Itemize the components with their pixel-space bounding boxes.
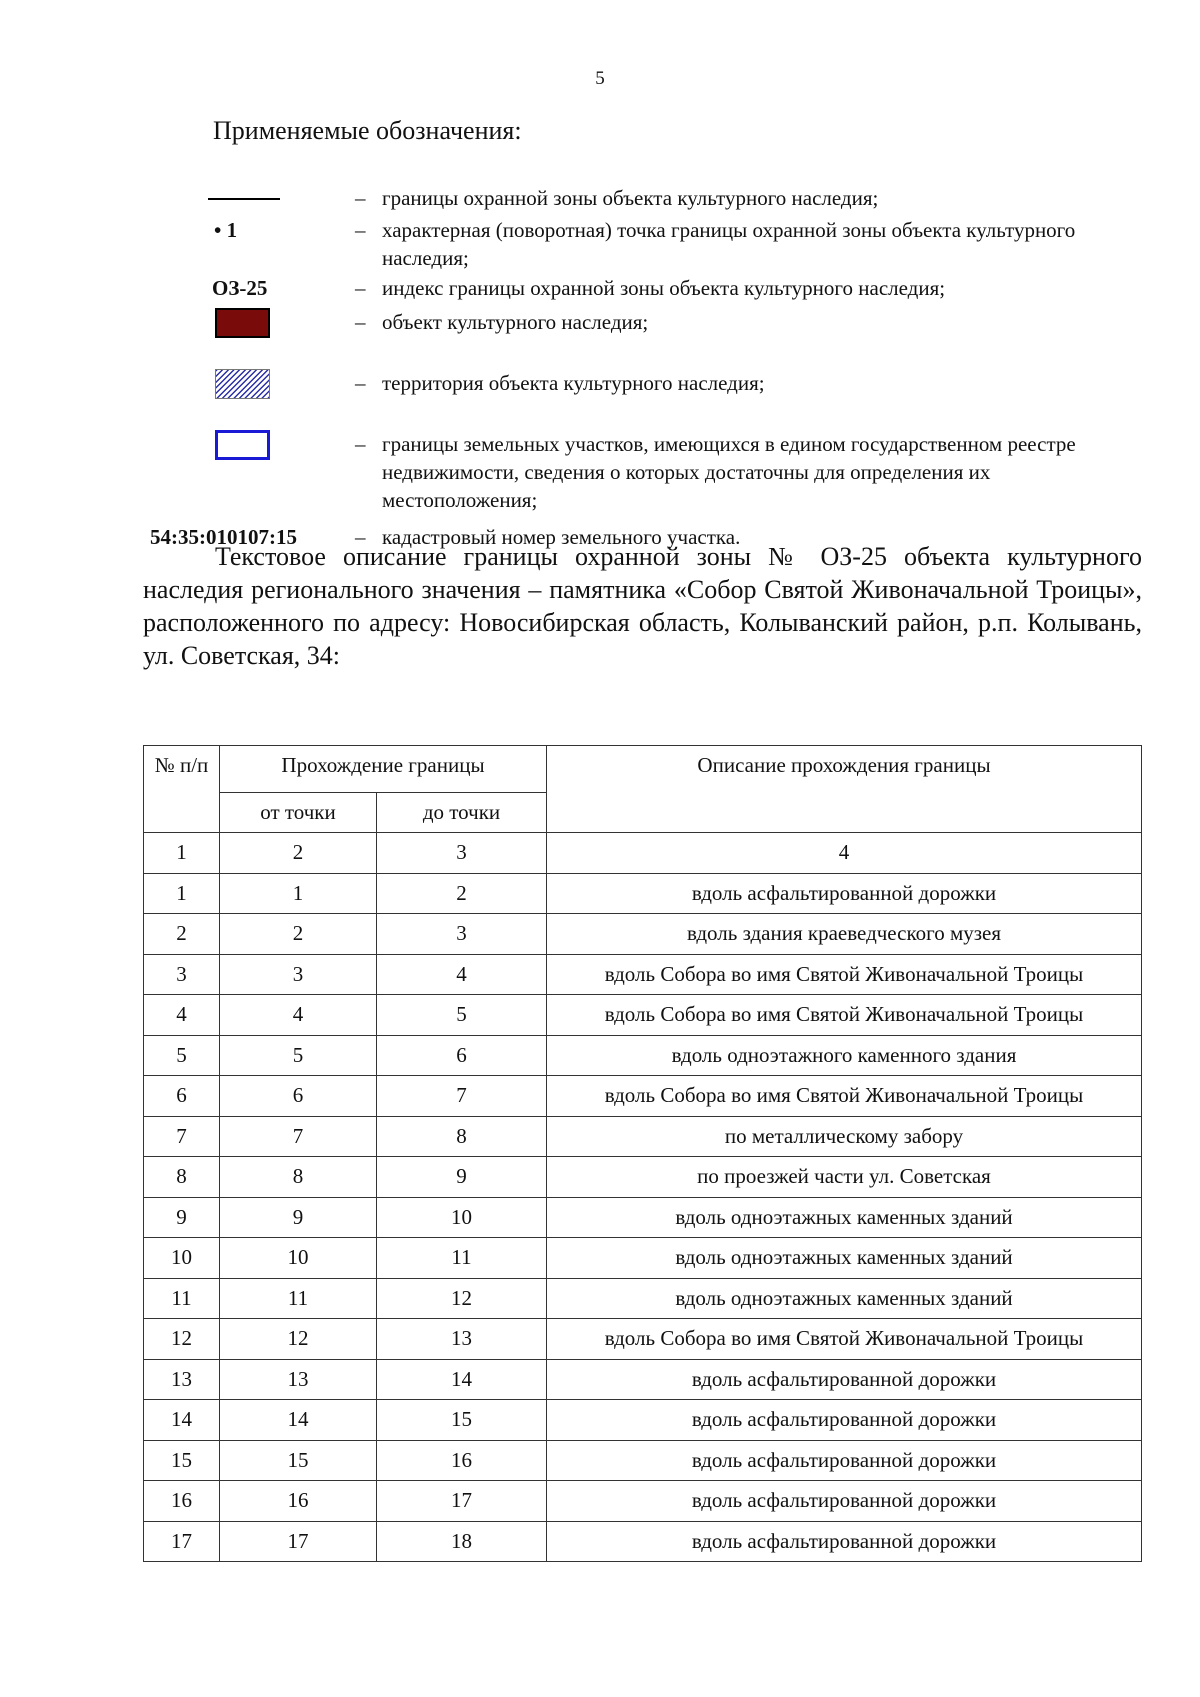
table-row: [144, 1481, 1142, 1522]
legend-text: характерная (поворотная) точка границы охранной зоны объекта культурного наследия;: [382, 218, 1076, 270]
table-body: [144, 833, 1142, 1562]
to-point: 13: [377, 1319, 547, 1360]
from-point: 5: [220, 1035, 377, 1076]
row-number: 5: [144, 1035, 220, 1076]
table-row: [144, 1400, 1142, 1441]
row-number: 4: [144, 995, 220, 1036]
table-row: [144, 1521, 1142, 1562]
column-number: 4: [547, 833, 1142, 874]
legend-dash: –: [355, 218, 366, 242]
table-row: [144, 1197, 1142, 1238]
boundary-description-cell: вдоль Собора во имя Святой Живоначальной Троицы: [547, 1319, 1142, 1360]
boundary-description-cell: вдоль асфальтированной дорожки: [547, 1400, 1142, 1441]
boundary-description-cell: по проезжей части ул. Советская: [547, 1157, 1142, 1198]
row-number: 12: [144, 1319, 220, 1360]
column-number: 2: [220, 833, 377, 874]
table-row: [144, 954, 1142, 995]
from-point: 9: [220, 1197, 377, 1238]
table-row: [144, 873, 1142, 914]
boundary-line-icon: [208, 198, 280, 200]
table-row: [144, 1076, 1142, 1117]
table-row: [144, 1157, 1142, 1198]
table-row: [144, 1035, 1142, 1076]
territory-hatch-icon: [215, 369, 270, 399]
to-point: 11: [377, 1238, 547, 1279]
to-point: 8: [377, 1116, 547, 1157]
legend-text: границы охранной зоны объекта культурного наследия;: [382, 186, 879, 210]
parcel-outline-icon: [215, 430, 270, 460]
column-number: 1: [144, 833, 220, 874]
column-number-row: [144, 833, 1142, 874]
table-row: [144, 1359, 1142, 1400]
column-number: 3: [377, 833, 547, 874]
table-row: [144, 914, 1142, 955]
boundary-description-cell: вдоль одноэтажного каменного здания: [547, 1035, 1142, 1076]
row-number: 13: [144, 1359, 220, 1400]
legend-dash: –: [355, 276, 366, 300]
header-num: № п/п: [144, 746, 220, 833]
table-row: [144, 1238, 1142, 1279]
row-number: 16: [144, 1481, 220, 1522]
boundary-description-cell: вдоль Собора во имя Святой Живоначальной Троицы: [547, 954, 1142, 995]
boundary-description: Текстовое описание границы охранной зоны № ОЗ-25 объекта культурного наследия регионального значения – памятника «Собор Святой Живоначальной Троицы», расположенного по адресу: Новосибирская область, Колыванский район, р.п. Колывань, ул. Советская, 34:: [143, 542, 1142, 670]
legend-dash: –: [355, 371, 366, 395]
boundary-description-cell: вдоль одноэтажных каменных зданий: [547, 1197, 1142, 1238]
from-point: 7: [220, 1116, 377, 1157]
from-point: 3: [220, 954, 377, 995]
to-point: 3: [377, 914, 547, 955]
from-point: 17: [220, 1521, 377, 1562]
row-number: 2: [144, 914, 220, 955]
header-description: Описание прохождения границы: [547, 746, 1142, 833]
legend-dash: –: [355, 525, 366, 549]
cadastral-number-label: 54:35:010107:15: [150, 525, 297, 549]
boundary-description-cell: вдоль одноэтажных каменных зданий: [547, 1238, 1142, 1279]
from-point: 16: [220, 1481, 377, 1522]
row-number: 14: [144, 1400, 220, 1441]
boundary-table: [143, 745, 1142, 1562]
boundary-description-cell: вдоль Собора во имя Святой Живоначальной Троицы: [547, 995, 1142, 1036]
zone-code-label: ОЗ-25: [212, 276, 268, 300]
table-row: [144, 1116, 1142, 1157]
table-row: [144, 1440, 1142, 1481]
legend-heading: Применяемые обозначения:: [213, 116, 522, 145]
row-number: 9: [144, 1197, 220, 1238]
from-point: 8: [220, 1157, 377, 1198]
boundary-description-cell: вдоль асфальтированной дорожки: [547, 873, 1142, 914]
to-point: 7: [377, 1076, 547, 1117]
legend-dash: –: [355, 310, 366, 334]
to-point: 16: [377, 1440, 547, 1481]
to-point: 4: [377, 954, 547, 995]
boundary-description-cell: вдоль Собора во имя Святой Живоначальной Троицы: [547, 1076, 1142, 1117]
table-row: [144, 995, 1142, 1036]
to-point: 12: [377, 1278, 547, 1319]
legend-dash: –: [355, 186, 366, 210]
header-passage: Прохождение границы: [220, 746, 547, 793]
from-point: 4: [220, 995, 377, 1036]
to-point: 17: [377, 1481, 547, 1522]
to-point: 6: [377, 1035, 547, 1076]
to-point: 14: [377, 1359, 547, 1400]
boundary-description-cell: вдоль асфальтированной дорожки: [547, 1521, 1142, 1562]
legend-symbol: [150, 216, 340, 256]
page-number: 5: [595, 68, 605, 89]
from-point: 10: [220, 1238, 377, 1279]
row-number: 17: [144, 1521, 220, 1562]
row-number: 1: [144, 873, 220, 914]
from-point: 6: [220, 1076, 377, 1117]
legend-text: границы земельных участков, имеющихся в едином государственном реестре недвижимости, сведения о которых достаточны для определения их местоположения;: [382, 432, 1076, 512]
to-point: 10: [377, 1197, 547, 1238]
row-number: 10: [144, 1238, 220, 1279]
table-row: [144, 1319, 1142, 1360]
header-from-point: от точки: [220, 792, 377, 833]
from-point: 15: [220, 1440, 377, 1481]
boundary-description-cell: вдоль асфальтированной дорожки: [547, 1481, 1142, 1522]
from-point: 12: [220, 1319, 377, 1360]
turning-point-icon: • 1: [214, 218, 238, 242]
boundary-description-cell: вдоль здания краеведческого музея: [547, 914, 1142, 955]
to-point: 9: [377, 1157, 547, 1198]
row-number: 6: [144, 1076, 220, 1117]
to-point: 18: [377, 1521, 547, 1562]
row-number: 8: [144, 1157, 220, 1198]
from-point: 11: [220, 1278, 377, 1319]
to-point: 5: [377, 995, 547, 1036]
legend-text: кадастровый номер земельного участка.: [382, 525, 741, 549]
boundary-description-cell: вдоль асфальтированной дорожки: [547, 1440, 1142, 1481]
heritage-object-fill-icon: [215, 308, 270, 338]
header-to-point: до точки: [377, 792, 547, 833]
legend-text: объект культурного наследия;: [382, 310, 649, 334]
from-point: 14: [220, 1400, 377, 1441]
from-point: 2: [220, 914, 377, 955]
legend-symbol: [150, 369, 340, 409]
table-row: [144, 1278, 1142, 1319]
from-point: 13: [220, 1359, 377, 1400]
legend-text: территория объекта культурного наследия;: [382, 371, 765, 395]
legend-dash: –: [355, 432, 366, 456]
from-point: 1: [220, 873, 377, 914]
legend-symbol: [150, 430, 340, 470]
legend-symbol: [150, 308, 340, 348]
row-number: 11: [144, 1278, 220, 1319]
legend-text: индекс границы охранной зоны объекта культурного наследия;: [382, 276, 946, 300]
row-number: 3: [144, 954, 220, 995]
to-point: 2: [377, 873, 547, 914]
to-point: 15: [377, 1400, 547, 1441]
row-number: 15: [144, 1440, 220, 1481]
boundary-description-cell: вдоль одноэтажных каменных зданий: [547, 1278, 1142, 1319]
row-number: 7: [144, 1116, 220, 1157]
boundary-description-cell: вдоль асфальтированной дорожки: [547, 1359, 1142, 1400]
table-header-row: [144, 746, 1142, 793]
boundary-description-cell: по металлическому забору: [547, 1116, 1142, 1157]
